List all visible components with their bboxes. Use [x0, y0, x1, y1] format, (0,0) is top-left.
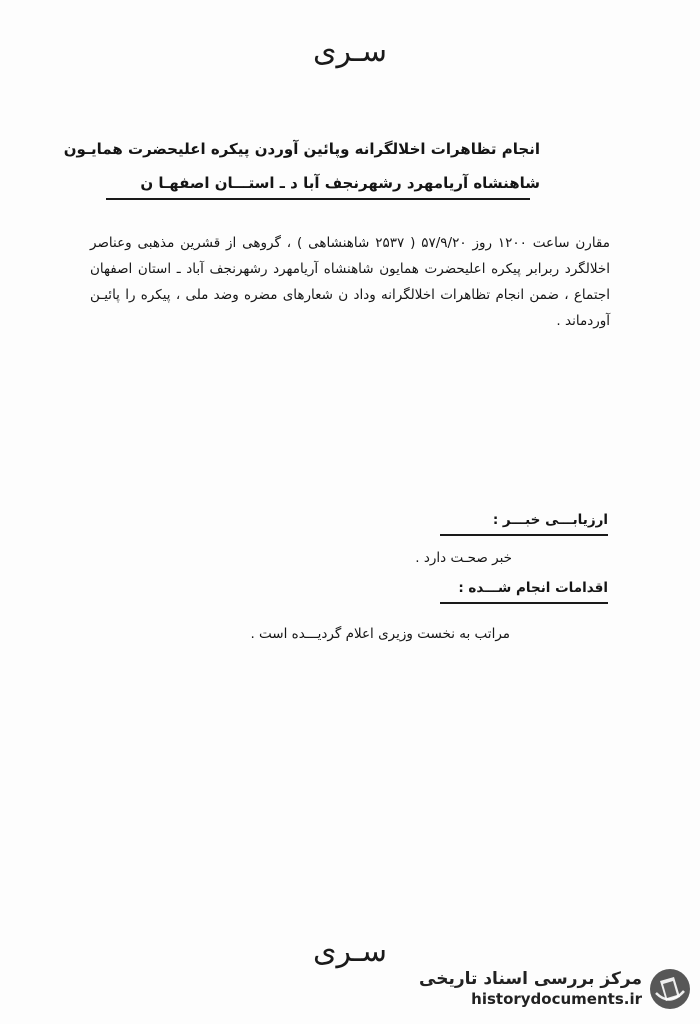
evaluation-value: خبر صحـت دارد .: [415, 550, 512, 566]
classification-top: سـری: [313, 34, 387, 69]
evaluation-label: ارزیابـــی خبـــر :: [492, 512, 608, 528]
classification-bottom: سـری: [313, 934, 387, 969]
report-body: [90, 230, 610, 334]
watermark-url: historydocuments.ir: [471, 990, 642, 1008]
title-underline: [106, 198, 530, 200]
actions-value: مراتب به نخست وزیری اعلام گردیـــده است .: [250, 626, 510, 642]
report-paragraph: مقارن ساعت ۱۲۰۰ روز ۵۷/۹/۲۰ ( ۲۵۳۷ شاهنشاهی ) ، گروهی از قشرین مذهبی وعناصر اخلالگرد ربرابر پیکره اعلیحضرت همایون شاهنشاه آریامهرد رشهرنجف آباد ـ استان اصفهان اجتماع ، ضمن انجام تظاهرات اخلالگرانه وداد ن شعارهای مضره وضد ملی ، پیکره را پائیـن آوردماند .: [90, 235, 610, 329]
actions-label: اقدامات انجام شـــده :: [458, 580, 608, 596]
watermark: [419, 962, 692, 1016]
actions-underline: [440, 602, 608, 604]
archive-logo-icon: [648, 967, 692, 1011]
watermark-name: مرکز بررسی اسناد تاریخی: [419, 969, 642, 989]
evaluation-underline: [440, 534, 608, 536]
document-title-line-2: شاهنشاه آریامهرد رشهرنجف آبا د ـ استـــان اصفهـا ن: [140, 174, 540, 192]
document-title-line-1: انجام تظاهرات اخلالگرانه وپائین آوردن پیکره اعلیحضرت همایـون: [63, 140, 540, 158]
watermark-text: [419, 969, 642, 1009]
